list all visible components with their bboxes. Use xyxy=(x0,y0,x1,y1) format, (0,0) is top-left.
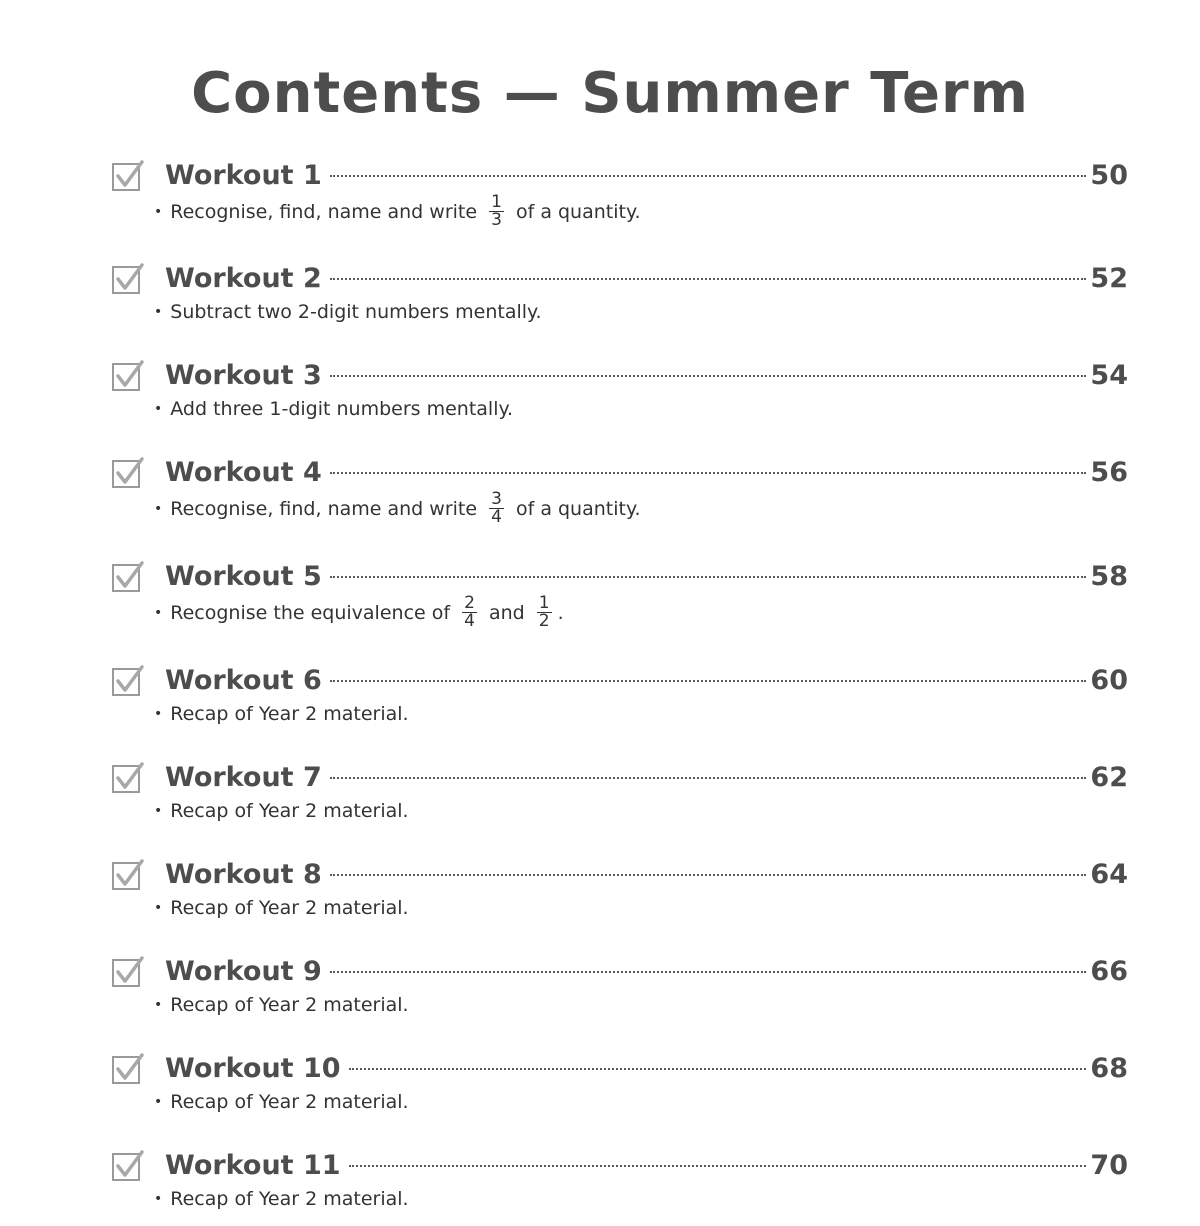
toc-entry xyxy=(112,1049,1128,1129)
fraction-numerator: 2 xyxy=(464,593,475,613)
dot-leader xyxy=(349,1068,1087,1070)
bullet-icon: • xyxy=(154,304,163,320)
checkbox-tick-icon xyxy=(112,665,144,697)
checkbox-tick-icon xyxy=(112,762,144,794)
toc-entry-heading xyxy=(165,356,1128,396)
workout-description xyxy=(154,394,513,424)
page-number: 50 xyxy=(1090,160,1128,191)
fraction xyxy=(537,595,552,630)
description-text: Recap of Year 2 material. xyxy=(170,994,409,1016)
bullet-icon: • xyxy=(154,500,163,517)
toc-entry-heading xyxy=(165,156,1128,196)
workout-title: Workout 7 xyxy=(165,762,322,793)
description-text: of a quantity. xyxy=(509,497,641,520)
toc-entry xyxy=(112,557,1128,637)
page-number: 70 xyxy=(1090,1150,1128,1181)
workout-title: Workout 1 xyxy=(165,160,322,191)
workout-description xyxy=(154,491,641,526)
workout-title: Workout 3 xyxy=(165,360,322,391)
description-text: Recap of Year 2 material. xyxy=(170,1091,409,1113)
fraction-numerator: 1 xyxy=(538,593,550,613)
checkbox-tick-icon xyxy=(112,1053,144,1085)
description-text: Recognise, find, name and write xyxy=(170,497,484,520)
workout-title: Workout 4 xyxy=(165,457,322,488)
page-number: 56 xyxy=(1090,457,1128,488)
dot-leader xyxy=(349,1165,1087,1167)
bullet-icon: • xyxy=(154,401,163,417)
fraction-denominator: 2 xyxy=(538,611,550,631)
bullet-icon: • xyxy=(154,203,163,220)
workout-description xyxy=(154,796,409,826)
toc-entry xyxy=(112,453,1128,533)
toc-entry xyxy=(112,855,1128,935)
checkbox-tick-icon xyxy=(112,956,144,988)
description-text: Recap of Year 2 material. xyxy=(170,800,409,822)
checkbox-tick-icon xyxy=(112,263,144,295)
toc-entry-heading xyxy=(165,1146,1128,1186)
dot-leader xyxy=(330,680,1087,682)
page-title: Contents — Summer Term xyxy=(191,61,1029,126)
fraction-denominator: 4 xyxy=(491,507,502,527)
description-text: Recap of Year 2 material. xyxy=(170,703,409,725)
toc-entry xyxy=(112,356,1128,436)
workout-title: Workout 9 xyxy=(165,956,322,987)
workout-description xyxy=(154,1087,409,1117)
page-number: 68 xyxy=(1090,1053,1128,1084)
description-text: and xyxy=(482,601,531,624)
bullet-icon: • xyxy=(154,1094,163,1110)
toc-entry xyxy=(112,661,1128,741)
toc-entry-heading xyxy=(165,661,1128,701)
bullet-icon: • xyxy=(154,900,163,916)
toc-entry xyxy=(112,156,1128,236)
fraction xyxy=(489,491,504,526)
workout-description xyxy=(154,1184,409,1214)
bullet-icon: • xyxy=(154,604,163,621)
toc-entry-heading xyxy=(165,855,1128,895)
dot-leader xyxy=(330,971,1087,973)
description-text: Recognise, find, name and write xyxy=(170,200,484,223)
workout-title: Workout 8 xyxy=(165,859,322,890)
page-number: 58 xyxy=(1090,561,1128,592)
workout-description xyxy=(154,595,564,630)
description-text: Recap of Year 2 material. xyxy=(170,1188,409,1210)
toc-entry-heading xyxy=(165,557,1128,597)
workout-title: Workout 5 xyxy=(165,561,322,592)
toc-entry-heading xyxy=(165,1049,1128,1089)
workout-description xyxy=(154,893,409,923)
dot-leader xyxy=(330,472,1087,474)
fraction-denominator: 4 xyxy=(464,611,475,631)
workout-description xyxy=(154,297,542,327)
bullet-icon: • xyxy=(154,706,163,722)
checkbox-tick-icon xyxy=(112,1150,144,1182)
description-text: Add three 1-digit numbers mentally. xyxy=(170,398,514,420)
toc-entry xyxy=(112,259,1128,339)
page-number: 62 xyxy=(1090,762,1128,793)
workout-description xyxy=(154,699,409,729)
page-number: 52 xyxy=(1090,263,1128,294)
description-text: Recognise the equivalence of xyxy=(170,601,457,624)
workout-description xyxy=(154,990,409,1020)
dot-leader xyxy=(330,175,1087,177)
dot-leader xyxy=(330,278,1087,280)
toc-entry-heading xyxy=(165,453,1128,493)
toc-entry-heading xyxy=(165,952,1128,992)
description-text: Recap of Year 2 material. xyxy=(170,897,409,919)
description-text: . xyxy=(557,601,564,624)
page-number: 54 xyxy=(1090,360,1128,391)
workout-title: Workout 10 xyxy=(165,1053,341,1084)
checkbox-tick-icon xyxy=(112,561,144,593)
fraction-denominator: 3 xyxy=(491,210,502,230)
checkbox-tick-icon xyxy=(112,160,144,192)
fraction-numerator: 3 xyxy=(491,489,502,509)
workout-description xyxy=(154,194,641,229)
bullet-icon: • xyxy=(154,1191,163,1207)
workout-title: Workout 6 xyxy=(165,665,322,696)
toc-entry xyxy=(112,758,1128,838)
dot-leader xyxy=(330,777,1087,779)
page-number: 60 xyxy=(1090,665,1128,696)
page-number: 66 xyxy=(1090,956,1128,987)
description-text: of a quantity. xyxy=(509,200,641,223)
bullet-icon: • xyxy=(154,997,163,1013)
toc-entry xyxy=(112,952,1128,1032)
workout-title: Workout 11 xyxy=(165,1150,341,1181)
bullet-icon: • xyxy=(154,803,163,819)
toc-entry xyxy=(112,1146,1128,1226)
fraction xyxy=(489,194,504,229)
checkbox-tick-icon xyxy=(112,457,144,489)
toc-entry-heading xyxy=(165,259,1128,299)
checkbox-tick-icon xyxy=(112,859,144,891)
dot-leader xyxy=(330,874,1087,876)
workout-title: Workout 2 xyxy=(165,263,322,294)
fraction xyxy=(462,595,477,630)
dot-leader xyxy=(330,576,1087,578)
dot-leader xyxy=(330,375,1087,377)
checkbox-tick-icon xyxy=(112,360,144,392)
page-number: 64 xyxy=(1090,859,1128,890)
description-text: Subtract two 2-digit numbers mentally. xyxy=(170,301,542,323)
toc-entry-heading xyxy=(165,758,1128,798)
fraction-numerator: 1 xyxy=(491,192,502,212)
